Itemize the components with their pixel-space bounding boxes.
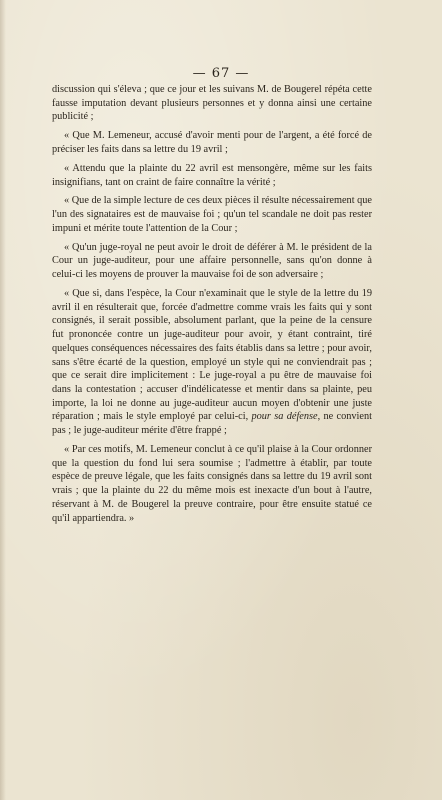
paragraph-continuation: discussion qui s'éleva ; que ce jour et les suivans M. de Bougerel répéta cette fausse imputation devant plusieurs personnes et y donna ainsi une certaine publicité ; <box>52 84 372 123</box>
paragraph-que-si-emphasis: pour sa défense <box>251 411 318 423</box>
page-body <box>52 83 372 530</box>
paragraph-que-si <box>52 287 372 438</box>
paragraph-lemeneur-accused: « Que M. Lemeneur, accusé d'avoir menti pour de l'argent, a été forcé de préciser les faits dans sa lettre du 19 avril ; <box>52 130 372 155</box>
page-binding-shadow <box>0 0 6 800</box>
paragraph-juge-royal: « Qu'un juge-royal ne peut avoir le droit de déférer à M. le président de la Cour un juge-auditeur, pour une affaire personnelle, sans qu'on donne à celui-ci les moyens de prouver la mauvaise foi de son adversaire ; <box>52 241 372 281</box>
paragraph-par-ces-motifs: « Par ces motifs, M. Lemeneur conclut à ce qu'il plaise à la Cour ordonner que la question du fond lui sera soumise ; l'admettre à établir, par toute espèce de preuve légale, que les faits consignés dans sa lettre du 19 avril sont vrais ; que la plainte du 22 du même mois est inexacte d'un bout à l'autre, réservant à M. de Bougerel la preuve contraire, pour être ensuite statué ce qu'il appartiendra. » <box>52 444 372 524</box>
paragraph-que-si-tail: , ne convient pas ; le juge-auditeur mérite d'être frappé ; <box>52 411 372 437</box>
paragraph-simple-lecture: « Que de la simple lecture de ces deux pièces il résulte nécessairement que l'un des signataires est de mauvaise foi ; qu'un tel scandale ne doit pas rester impuni et mérite toute l'attention de la Cour ; <box>52 195 372 234</box>
paragraph-que-si-text: « Que si, dans l'espèce, la Cour n'examinait que le style de la lettre du 19 avril il en résulterait que, forcée d'admettre comme vrais les faits qui y sont consignés, il serait possible, absolument parlant, que la peine de la censure fut prononcée contre un juge-auditeur pour avoir, y étant contraint, tiré quelques conséquences nécessaires des faits établis dans sa lettre ; pour avoir, sans s'être écarté de la question, employé un style qui ne conviendrait pas ; que ce serait dire implicitement : Le juge-royal a pu être de mauvaise foi dans la contestation ; accuser d'indélicatesse et mentir dans sa plainte, peu importe, la loi ne donne au juge-auditeur aucun moyen d'obtenir une juste réparation ; mais le style employé par celui-ci, <box>52 288 372 423</box>
paragraph-plainte-mensongere: « Attendu que la plainte du 22 avril est mensongère, même sur les faits insignifians, tant on craint de faire connaître la vérité ; <box>52 162 372 188</box>
page-number: — 67 — <box>192 66 250 81</box>
